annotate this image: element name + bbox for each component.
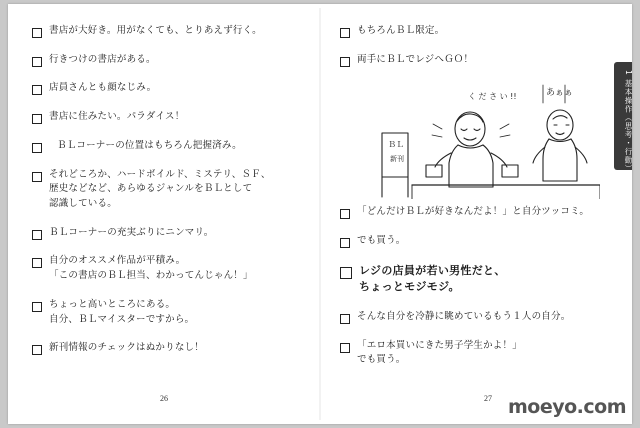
list-item-line: 認識している。 [49, 198, 117, 210]
list-item-line: レジの店員が若い男性だと、 [359, 263, 506, 277]
svg-text:あぁぁ: あぁぁ [546, 88, 573, 99]
list-item-line: それどころか、ハードボイルド、ミステリ、ＳＦ、 [49, 168, 271, 180]
list-item-line: 自分のオススメ作品が平積み。 [49, 255, 186, 267]
checkbox-icon[interactable] [32, 57, 42, 67]
list-item [340, 339, 608, 368]
page-number-left: 26 [160, 394, 168, 403]
list-item [32, 110, 300, 125]
list-item-line: 行きつけの書店がある。 [49, 53, 156, 65]
checkbox-icon[interactable] [340, 209, 350, 219]
list-item-text [49, 298, 300, 327]
svg-text:新刊: 新刊 [390, 155, 404, 164]
list-item-line: でも買う。 [357, 354, 406, 366]
list-item-text [359, 263, 608, 296]
list-item-text [49, 226, 300, 241]
list-item-text [49, 53, 300, 68]
list-item-text [49, 139, 300, 154]
checkbox-icon[interactable] [32, 143, 42, 153]
list-item-highlight [340, 263, 608, 296]
checkbox-icon[interactable] [32, 85, 42, 95]
checkbox-icon[interactable] [340, 267, 352, 279]
list-item-text [49, 168, 300, 212]
list-item-text [49, 254, 300, 283]
checkbox-icon[interactable] [32, 28, 42, 38]
list-item [340, 24, 608, 39]
watermark [508, 396, 626, 418]
list-item-text [357, 339, 608, 368]
page-number-right: 27 [484, 394, 492, 403]
list-item-text [357, 24, 608, 39]
list-item-line: 歴史などなど、あらゆるジャンルをＢＬとして [49, 183, 253, 195]
list-item [32, 53, 300, 68]
list-item [340, 234, 608, 249]
watermark-text: moeyo [507, 396, 577, 418]
checkbox-icon[interactable] [32, 345, 42, 355]
list-item [340, 53, 608, 68]
list-item-line: 自分、ＢＬマイスターですから。 [49, 313, 195, 325]
book-gutter [319, 8, 321, 420]
list-item-line: 両手にＢＬでレジへＧＯ！ [357, 53, 474, 65]
list-item-line: ＢＬコーナーの位置はもちろん把握済み。 [57, 139, 242, 151]
list-item-text [49, 24, 300, 39]
left-page-column [32, 24, 300, 370]
checkbox-icon[interactable] [32, 114, 42, 124]
list-item-text [357, 205, 608, 220]
list-item-line: もちろんＢＬ限定。 [357, 25, 445, 36]
list-item [32, 254, 300, 283]
list-item-line: ちょっとモジモジ。 [359, 280, 460, 294]
list-item-text [49, 81, 300, 96]
list-item [340, 205, 608, 220]
list-item-line: 書店に住みたい。パラダイス！ [49, 111, 185, 123]
checkbox-icon[interactable] [340, 28, 350, 38]
watermark-suffix: .com [576, 396, 626, 418]
list-item-line: 書店が大好き。用がなくても、とりあえず行く。 [49, 25, 262, 36]
list-item-line: ＢＬコーナーの充実ぶりにニンマリ。 [49, 226, 214, 238]
list-item [32, 168, 300, 212]
list-item-line: 新刊情報のチェックはぬかりなし！ [49, 342, 204, 354]
list-item-text [357, 310, 608, 325]
list-item-text [357, 234, 608, 249]
list-item-text [357, 53, 608, 68]
list-item [32, 298, 300, 327]
list-item-text [49, 110, 300, 125]
list-item [32, 226, 300, 241]
list-item-line: でも買う。 [357, 235, 406, 247]
checkbox-icon[interactable] [340, 314, 350, 324]
checkbox-icon[interactable] [32, 258, 42, 268]
list-item [340, 310, 608, 325]
checkbox-icon[interactable] [32, 302, 42, 312]
manga-bookstore-checkout-illustration [350, 81, 600, 199]
list-item [32, 24, 300, 39]
list-item [32, 139, 300, 154]
list-item [32, 81, 300, 96]
list-item-line: 「エロ本買いにきた男子学生かよ！」 [357, 339, 522, 351]
list-item-line: そんな自分を冷静に眺めているもう１人の自分。 [357, 310, 571, 322]
list-item-line: 「どんだけＢＬが好きなんだよ！」と自分ツッコミ。 [357, 206, 590, 218]
list-item-line: 「この書店のＢＬ担当、わかってんじゃん！」 [49, 270, 253, 282]
checkbox-icon[interactable] [340, 238, 350, 248]
svg-text:く だ さ い !!: く だ さ い !! [468, 92, 517, 102]
svg-text:ＢＬ: ＢＬ [388, 140, 404, 150]
checkbox-icon[interactable] [32, 172, 42, 182]
right-page-column [340, 24, 608, 382]
list-item-text [49, 341, 300, 356]
checkbox-icon[interactable] [340, 57, 350, 67]
chapter-side-tab: 1 基本操作（思考・行動） [614, 62, 632, 170]
list-item-line: 店員さんとも顔なじみ。 [49, 82, 157, 94]
list-item-line: ちょっと高いところにある。 [49, 298, 176, 310]
list-item [32, 341, 300, 356]
book-spread [8, 4, 632, 424]
checkbox-icon[interactable] [32, 230, 42, 240]
checkbox-icon[interactable] [340, 343, 350, 353]
